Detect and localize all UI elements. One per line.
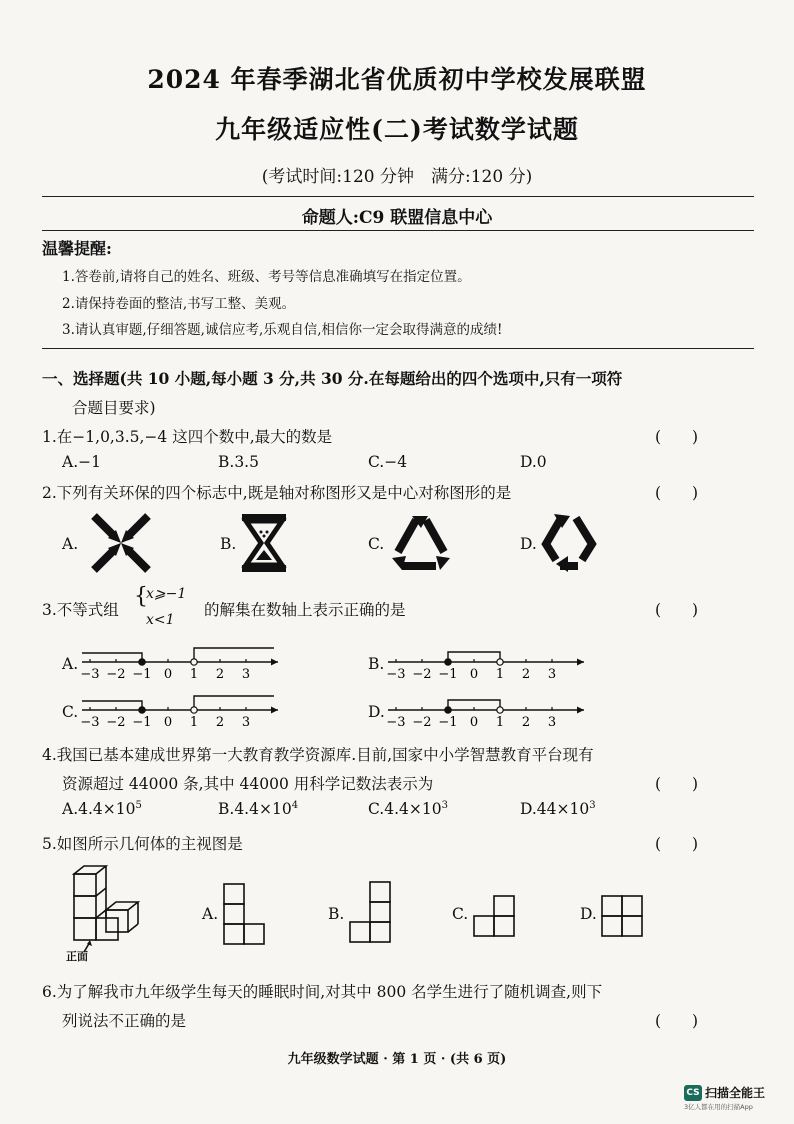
tick-label: −3 [386,667,406,682]
q5-label-a: A. [202,905,219,923]
tick-label: 2 [215,715,225,730]
axis-arrow-icon [271,707,278,714]
divider-author [42,230,754,231]
answer-paren: ( ) [655,484,699,502]
system-brace: { [134,584,148,609]
q4-option-b: $B.4.4\times 10^4$ [218,800,299,819]
q2-label-d: D. [520,535,537,553]
section-heading-cont: 合题目要求) [72,399,156,417]
reminder-item: 3.请认真审题,仔细答题,诚信应考,乐观自信,相信你一定会取得满意的成绩! [62,322,503,338]
q5-label-b: B. [328,905,345,923]
divider-reminder [42,348,754,349]
tick-label: −1 [132,715,152,730]
tick-label: 1 [189,667,199,682]
exam-author: 命题人:C9 联盟信息中心 [301,208,493,228]
q3-label-c: C. [62,703,79,721]
q5-label-d: D. [580,905,597,923]
q3-label-d: D. [368,703,385,721]
q2-label-a: A. [62,535,79,553]
endpoint-dot [191,659,197,665]
tick-label: −2 [412,715,432,730]
reminder-heading: 温馨提醒: [42,239,112,258]
solution-ray-left [82,701,142,710]
tick-label: 3 [241,715,251,730]
q2-logo-a-arrows-icon [90,512,152,574]
reminder-item: 2.请保持卷面的整洁,书写工整、美观。 [62,296,296,312]
scanner-tagline: 3亿人都在用的扫描App [684,1103,753,1111]
tick-label: 3 [241,667,251,682]
tick-label: 3 [547,715,557,730]
reminder-item: 1.答卷前,请将自己的姓名、班级、考号等信息准确填写在指定位置。 [62,269,471,285]
q5-option-d-view [598,892,648,948]
tick-label: −3 [80,667,100,682]
tick-label: 1 [495,715,505,730]
axis-arrow-icon [577,659,584,666]
answer-paren: ( ) [655,775,699,793]
tick-label: 0 [469,715,479,730]
scanner-watermark [684,1082,766,1111]
tick-label: 3 [547,667,557,682]
tick-label: −1 [438,715,458,730]
question-6-stem-line1: 6.为了解我市九年级学生每天的睡眠时间,对其中 800 名学生进行了随机调查,则下 [42,983,603,1001]
q3-label-a: A. [62,655,79,673]
q4-option-d: $D.44\times 10^3$ [520,800,596,819]
exam-info: (考试时间:120 分钟 满分:120 分) [261,167,533,187]
tick-label: −1 [132,667,152,682]
front-label: 正面 [66,950,88,963]
solution-ray-right [194,648,274,662]
q1-option-d: D.0 [520,453,547,471]
q2-logo-c-recycle-icon [388,512,454,574]
tick-label: −2 [106,715,126,730]
tick-label: −2 [106,667,126,682]
endpoint-dot [445,659,451,665]
endpoint-dot [445,707,451,713]
answer-paren: ( ) [655,601,699,619]
q1-option-b: B.3.5 [218,453,259,471]
endpoint-dot [497,707,503,713]
q3-numberline-d [384,688,594,730]
q5-solid-figure [68,860,148,960]
system-line-2: x<1 [146,612,175,628]
tick-label: −3 [386,715,406,730]
tick-label: −3 [80,715,100,730]
solution-ray-left [82,653,142,662]
q4-option-c: $C.4.4\times 10^3$ [368,800,448,819]
system-line-1: x⩾−1 [146,586,187,602]
solution-ray-right [194,696,274,710]
tick-label: 1 [189,715,199,730]
q3-numberline-b [384,640,594,682]
q2-label-c: C. [368,535,385,553]
answer-paren: ( ) [655,835,699,853]
tick-label: −2 [412,667,432,682]
q3-numberline-c [78,688,288,730]
axis-arrow-icon [271,659,278,666]
endpoint-dot [139,707,145,713]
question-4-stem-line2: 资源超过 44000 条,其中 44000 用科学记数法表示为 [62,775,434,793]
q3-numberline-a [78,640,288,682]
question-6-stem-line2: 列说法不正确的是 [62,1012,187,1030]
q2-logo-d-arrows-icon [540,510,598,574]
endpoint-dot [191,707,197,713]
tick-label: 2 [521,667,531,682]
question-1-stem: 1.在−1,0,3.5,−4 这四个数中,最大的数是 [42,428,333,446]
tick-label: 0 [469,667,479,682]
q1-option-a: A.−1 [62,453,101,471]
axis-arrow-icon [577,707,584,714]
exam-title-line2: 九年级适应性(二)考试数学试题 [215,115,579,144]
answer-paren: ( ) [655,1012,699,1030]
tick-label: 0 [163,667,173,682]
question-3-stem-suffix: 的解集在数轴上表示正确的是 [204,601,406,619]
q3-label-b: B. [368,655,385,673]
answer-paren: ( ) [655,428,699,446]
exam-title-line1: 2024 年春季湖北省优质初中学校发展联盟 [147,65,647,94]
question-5-stem: 5.如图所示几何体的主视图是 [42,835,243,853]
page-footer: 九年级数学试题 · 第 1 页 · (共 6 页) [287,1052,507,1067]
scanner-name: 扫描全能王 [705,1086,766,1100]
tick-label: 2 [215,667,225,682]
question-3-stem-prefix: 3.不等式组 [42,601,119,619]
q4-option-a: $A.4.4\times 10^5$ [62,800,142,819]
q5-label-c: C. [452,905,469,923]
endpoint-dot [497,659,503,665]
tick-label: −1 [438,667,458,682]
q5-option-b-view [346,878,396,948]
q5-option-c-view [470,892,520,948]
tick-label: 2 [521,715,531,730]
question-4-stem-line1: 4.我国已基本建成世界第一大教育教学资源库.目前,国家中小学智慧教育平台现有 [42,746,594,764]
endpoint-dot [139,659,145,665]
q2-logo-b-hourglass-icon [240,512,288,574]
q5-option-a-view [220,882,270,948]
section-heading: 一、选择题(共 10 小题,每小题 3 分,共 30 分.在每题给出的四个选项中,只有一项符 [42,369,623,388]
question-2-stem: 2.下列有关环保的四个标志中,既是轴对称图形又是中心对称图形的是 [42,484,512,502]
q1-option-c: C.−4 [368,453,408,471]
tick-label: 1 [495,667,505,682]
q2-label-b: B. [220,535,237,553]
tick-label: 0 [163,715,173,730]
divider-top [42,196,754,197]
scanner-logo-icon: CS [684,1085,702,1101]
